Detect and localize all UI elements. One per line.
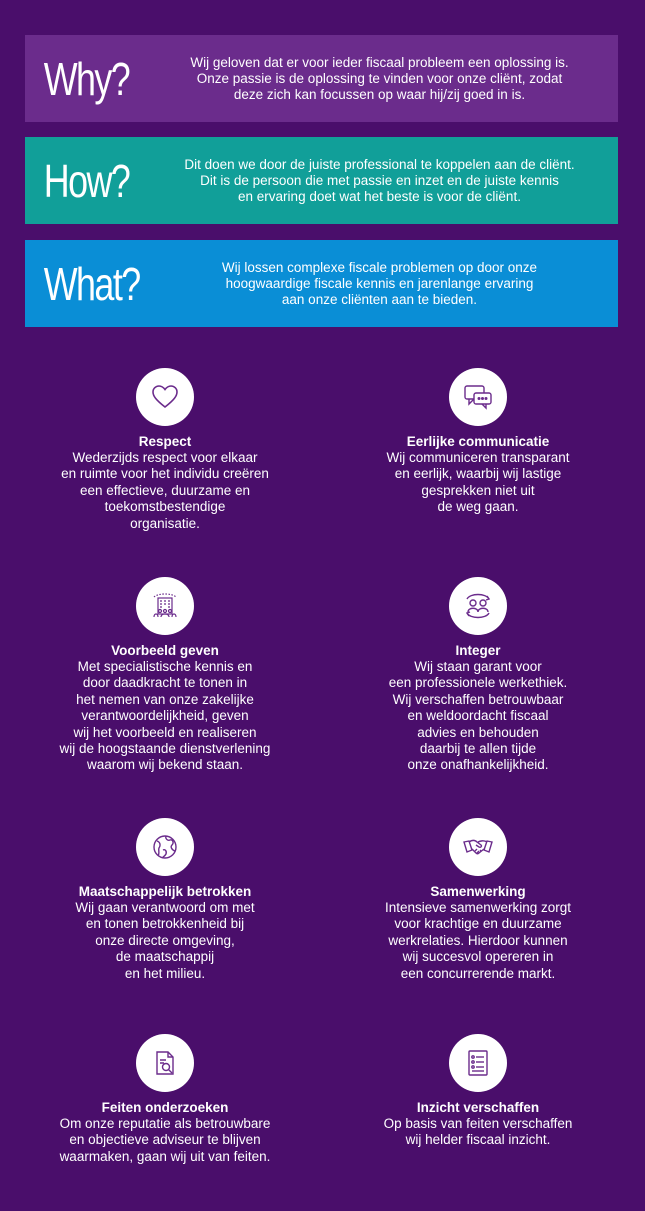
what-text: Wij lossen complexe fiscale problemen op door onze hoogwaardige fiscale kennis en jarenlange ervaring aan onze cliënten aan te bieden.	[221, 259, 538, 307]
heart-icon	[136, 368, 194, 426]
value-text: Wij gaan verantwoord om met en tonen betrokkenheid bij onze directe omgeving, de maatschappij en het milieu.	[75, 900, 255, 981]
value-text: Wij communiceren transparant en eerlijk, waarbij wij lastige gesprekken niet uit de weg gaan.	[386, 450, 570, 515]
value-title: Inzicht verschaffen	[416, 1100, 540, 1115]
value-title: Feiten onderzoeken	[101, 1100, 229, 1115]
people-cycle-icon	[449, 577, 507, 635]
value-title: Integer	[455, 643, 501, 658]
why-banner	[25, 35, 618, 122]
value-text: Intensieve samenwerking zorgt voor krachtige en duurzame werkrelaties. Hierdoor kunnen wij succesvol opereren in een concurrerende markt.	[384, 900, 572, 981]
value-text: Met specialistische kennis en door daadkracht te tonen in het nemen van onze zakelijke verantwoordelijkheid, geven wij het voorbeeld en realiseren wij de hoogstaande dienstverlening waarom wij bekend staan.	[59, 659, 271, 773]
why-text: Wij geloven dat er voor ieder fiscaal probleem een oplossing is. Onze passie is de oplossing te vinden voor onze cliënt, zodat deze zich kan focussen op waar hij/zij goed in is.	[190, 54, 569, 102]
value-title: Voorbeeld geven	[111, 643, 219, 658]
globe-icon	[136, 818, 194, 876]
value-voorbeeld-geven	[15, 577, 315, 774]
value-text: Op basis van feiten verschaffen wij helder fiscaal inzicht.	[383, 1116, 573, 1148]
value-respect	[15, 368, 315, 532]
team-building-icon	[136, 577, 194, 635]
document-search-icon	[136, 1034, 194, 1092]
value-samenwerking	[328, 818, 628, 982]
why-heading: Why?	[43, 52, 130, 105]
value-title: Eerlijke communicatie	[406, 434, 550, 449]
value-eerlijke-communicatie	[328, 368, 628, 516]
handshake-icon	[449, 818, 507, 876]
value-inzicht-verschaffen	[328, 1034, 628, 1149]
what-heading: What?	[43, 257, 140, 310]
value-title: Respect	[138, 434, 192, 449]
how-heading: How?	[43, 154, 130, 207]
value-title: Samenwerking	[430, 884, 526, 899]
what-banner	[25, 240, 618, 327]
value-title: Maatschappelijk betrokken	[78, 884, 252, 899]
checklist-icon	[449, 1034, 507, 1092]
how-banner	[25, 137, 618, 224]
value-integer	[328, 577, 628, 774]
how-text: Dit doen we door de juiste professional te koppelen aan de cliënt. Dit is de persoon die met passie en inzet en de juiste kennis en ervaring doet wat het beste is voor de cliënt.	[184, 156, 575, 204]
chat-bubbles-icon	[449, 368, 507, 426]
value-maatschappelijk-betrokken	[15, 818, 315, 982]
value-text: Om onze reputatie als betrouwbare en objectieve adviseur te blijven waarmaken, gaan wij uit van feiten.	[59, 1116, 271, 1164]
value-text: Wij staan garant voor een professionele werkethiek. Wij verschaffen betrouwbaar en weldoordacht fiscaal advies en behouden daarbij te allen tijde onze onafhankelijkheid.	[388, 659, 568, 773]
value-feiten-onderzoeken	[15, 1034, 315, 1165]
value-text: Wederzijds respect voor elkaar en ruimte voor het individu creëren een effectieve, duurzame en toekomstbestendige organisatie.	[61, 450, 269, 531]
